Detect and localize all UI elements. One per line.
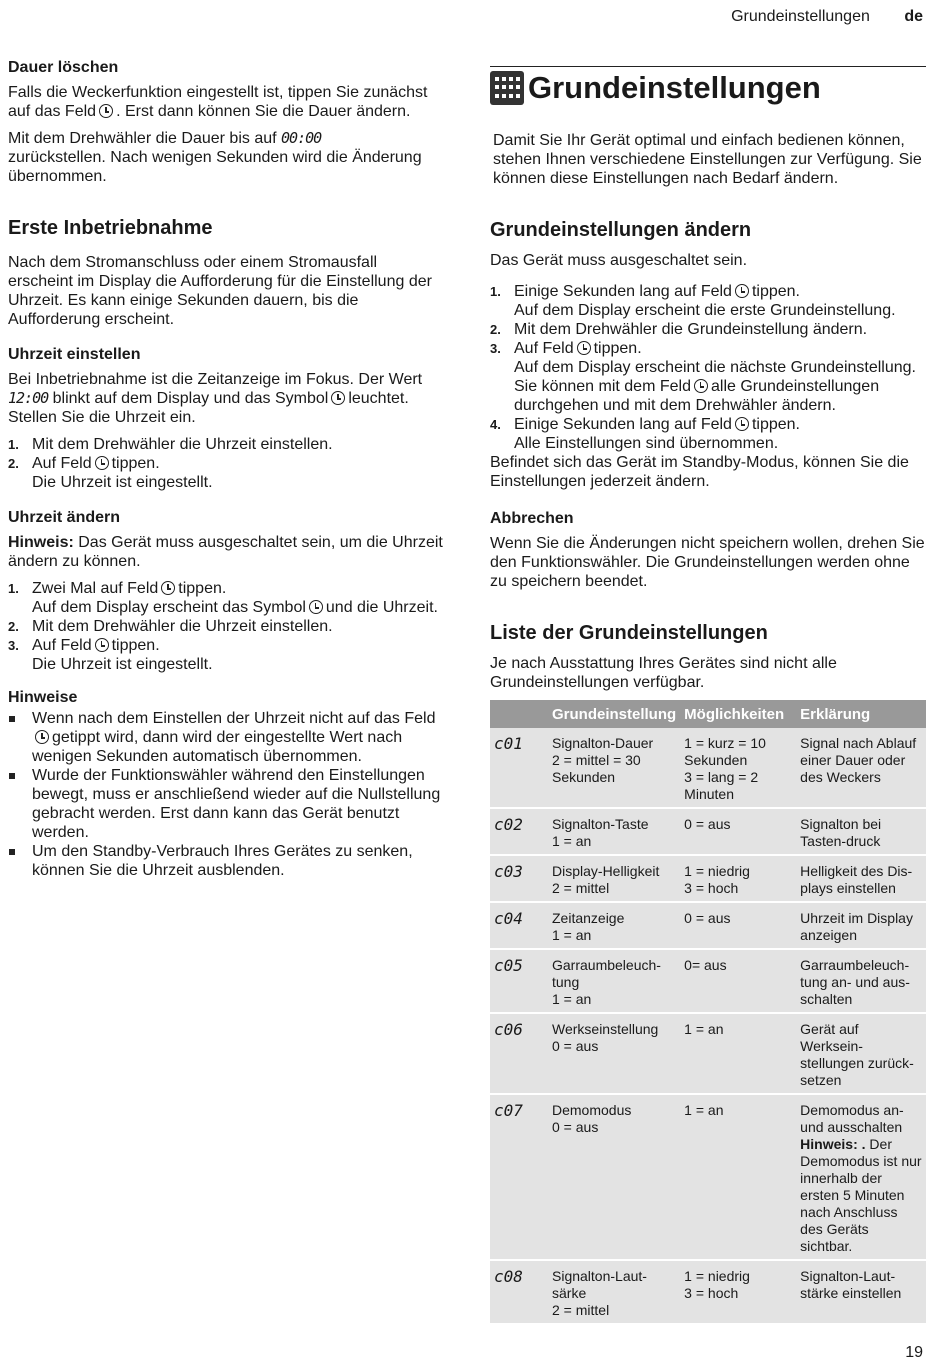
clock-icon [735,417,749,431]
table-row [490,808,926,855]
grid-settings-icon [490,71,524,105]
standby-paragraph: Befindet sich das Gerät im Standby-Modus, können Sie die Einstellungen jederzeit ändern. [490,454,909,490]
table-row [490,949,926,1013]
einstellen-paragraph: Bei Inbetriebnahme ist die Zeitanzeige im Fokus. Der Wert 12:00 blinkt auf dem Display und das Symbol leuchtet. Stellen Sie die Uhrzeit ein. [8,371,423,426]
aendern-note: Hinweis: Das Gerät muss ausgeschaltet sein, um die Uhrzeit ändern zu können. [8,534,443,570]
column-header: Grundeinstellung [548,700,680,728]
setting-name-cell: Signalton-Dauer 2 = mittel = 30 Sekunden [548,728,680,808]
setting-name-cell: Werkseinstellung 0 = aus [548,1013,680,1094]
einstellen-heading: Uhrzeit einstellen [8,346,141,363]
einstellen-steps [8,435,444,492]
hinweise-heading: Hinweise [8,689,78,706]
segment-display-value: 00:00 [281,129,322,147]
explanation-cell: Garraumbeleuch-tung an- und aus-schalten [796,949,926,1013]
page-title: Grundeinstellungen [528,70,821,105]
list-item: 2. Mit dem Drehwähler die Grundeinstellung ändern. [490,321,868,338]
list-item: 2. Auf Feld tippen. Die Uhrzeit ist eingestellt. [8,455,213,491]
abbrechen-paragraph: Wenn Sie die Änderungen nicht speichern wollen, drehen Sie den Funktionswähler. Die Grundeinstellungen werden ohne zu speichern beendet. [490,535,925,590]
explanation-cell: Signal nach Ablauf einer Dauer oder des Weckers [796,728,926,808]
setting-code: c02 [490,808,548,855]
grundeinstellungen-steps [490,282,926,453]
options-cell: 1 = an [680,1013,796,1094]
table-row [490,728,926,808]
dauer-paragraph-2: Mit dem Drehwähler die Dauer bis auf 00:00 zurückstellen. Nach wenigen Sekunden wird die Änderung übernommen. [8,129,422,185]
intro-paragraph: Damit Sie Ihr Gerät optimal und einfach bedienen können, stehen Ihnen verschiedene Einstellungen zur Verfügung. Sie können diese Einstellungen nach Bedarf ändern. [493,132,922,187]
clock-icon [95,638,109,652]
segment-display-value: 12:00 [8,389,49,407]
table-row [490,902,926,949]
explanation-cell: Signalton-Laut-stärke einstellen [796,1260,926,1324]
setting-code: c04 [490,902,548,949]
erste-heading: Erste Inbetriebnahme [8,217,213,239]
list-item: 3. Auf Feld tippen. Die Uhrzeit ist eingestellt. [8,637,213,673]
grundeinstellungen-aendern-heading: Grundeinstellungen ändern [490,219,752,241]
table-row [490,1013,926,1094]
explanation-cell: Uhrzeit im Display anzeigen [796,902,926,949]
options-cell: 1 = kurz = 10 Sekunden 3 = lang = 2 Minuten [680,728,796,808]
settings-table [490,700,926,1325]
setting-name-cell: Display-Helligkeit 2 = mittel [548,855,680,902]
table-row [490,855,926,902]
page-header [731,8,923,26]
options-cell: 1 = niedrig 3 = hoch [680,1260,796,1324]
left-column [8,58,444,880]
list-item: Um den Standby-Verbrauch Ihres Gerätes zu senken, können Sie die Uhrzeit ausblenden. [8,842,444,880]
clock-icon [309,600,323,614]
clock-icon [735,284,749,298]
section-title-bar [490,66,926,111]
list-item: 1. Zwei Mal auf Feld tippen. Auf dem Display erscheint das Symbol und die Uhrzeit. [8,580,438,616]
explanation-cell: Gerät auf Werksein-stellungen zurück-setzen [796,1013,926,1094]
setting-code: c08 [490,1260,548,1324]
explanation-cell: Demomodus an- und ausschalten Hinweis: . Der Demomodus ist nur innerhalb der ersten 5 Minuten nach Anschluss des Geräts sichtbar. [796,1094,926,1260]
list-item: Wurde der Funktionswähler während den Einstellungen bewegt, muss er anschließend wieder auf die Nullstellung gebracht werden. Erst dann kann das Gerät benutzt werden. [8,766,444,842]
setting-code: c05 [490,949,548,1013]
clock-icon [95,456,109,470]
explanation-cell: Helligkeit des Dis-plays einstellen [796,855,926,902]
setting-code: c03 [490,855,548,902]
liste-heading: Liste der Grundeinstellungen [490,622,768,644]
aendern-heading: Uhrzeit ändern [8,509,121,526]
list-item: Wenn nach dem Einstellen der Uhrzeit nicht auf das Feldgetippt wird, dann wird der eingestellte Wert nach wenigen Sekunden automatisch übernommen. [8,709,444,766]
clock-icon [331,391,345,405]
table-row [490,1260,926,1324]
note-text: Hinweis: . Der Demomodus ist nur innerhalb der ersten 5 Minuten nach Anschluss des Geräts sichtbar. [800,1136,922,1254]
clock-icon [694,379,708,393]
clock-icon [161,581,175,595]
setting-code: c01 [490,728,548,808]
hinweise-list [8,709,444,880]
setting-code: c07 [490,1094,548,1260]
list-item: 2. Mit dem Drehwähler die Uhrzeit einstellen. [8,618,333,635]
table-row [490,1094,926,1260]
setting-name-cell: Garraumbeleuch-tung 1 = an [548,949,680,1013]
setting-name-cell: Demomodus 0 = aus [548,1094,680,1260]
options-cell: 0 = aus [680,808,796,855]
aendern-steps [8,579,444,674]
setting-name-cell: Zeitanzeige 1 = an [548,902,680,949]
clock-icon [35,730,49,744]
list-item: 4. Einige Sekunden lang auf Feld tippen. Alle Einstellungen sind übernommen. [490,416,800,452]
dauer-heading: Dauer löschen [8,59,119,76]
right-column [490,58,926,1325]
setting-code: c06 [490,1013,548,1094]
setting-name-cell: Signalton-Laut-särke 2 = mittel [548,1260,680,1324]
clock-icon [99,104,113,118]
liste-paragraph: Je nach Ausstattung Ihres Gerätes sind nicht alle Grundeinstellungen verfügbar. [490,655,837,691]
clock-icon [577,341,591,355]
setting-name-cell: Signalton-Taste 1 = an [548,808,680,855]
dauer-paragraph-1: Falls die Weckerfunktion eingestellt ist, tippen Sie zunächst auf das Feld . Erst dann können Sie die Dauer ändern. [8,84,428,120]
aendern-paragraph: Das Gerät muss ausgeschaltet sein. [490,252,748,269]
options-cell: 1 = niedrig 3 = hoch [680,855,796,902]
list-item: 3. Auf Feld tippen. Auf dem Display erscheint die nächste Grundeinstellung. Sie können mit dem Feld alle Grundeinstellungen durchgehen und mit dem Drehwähler ändern. [490,340,916,414]
column-header: Möglichkeiten [680,700,796,728]
column-header: Erklärung [796,700,926,728]
header-section: Grundeinstellungen [731,8,870,25]
header-language: de [904,8,923,25]
explanation-cell: Signalton bei Tasten-druck [796,808,926,855]
list-item: 1. Mit dem Drehwähler die Uhrzeit einstellen. [8,436,333,453]
erste-paragraph: Nach dem Stromanschluss oder einem Stromausfall erscheint im Display die Aufforderung für die Einstellung der Uhrzeit. Es kann einige Sekunden dauern, bis die Aufforderung erscheint. [8,254,432,328]
options-cell: 0 = aus [680,902,796,949]
list-item: 1. Einige Sekunden lang auf Feld tippen. Auf dem Display erscheint die erste Grundeinstellung. [490,283,896,319]
abbrechen-heading: Abbrechen [490,510,574,527]
page-number: 19 [905,1344,923,1361]
options-cell: 1 = an [680,1094,796,1260]
options-cell: 0= aus [680,949,796,1013]
table-header-row [490,700,926,728]
